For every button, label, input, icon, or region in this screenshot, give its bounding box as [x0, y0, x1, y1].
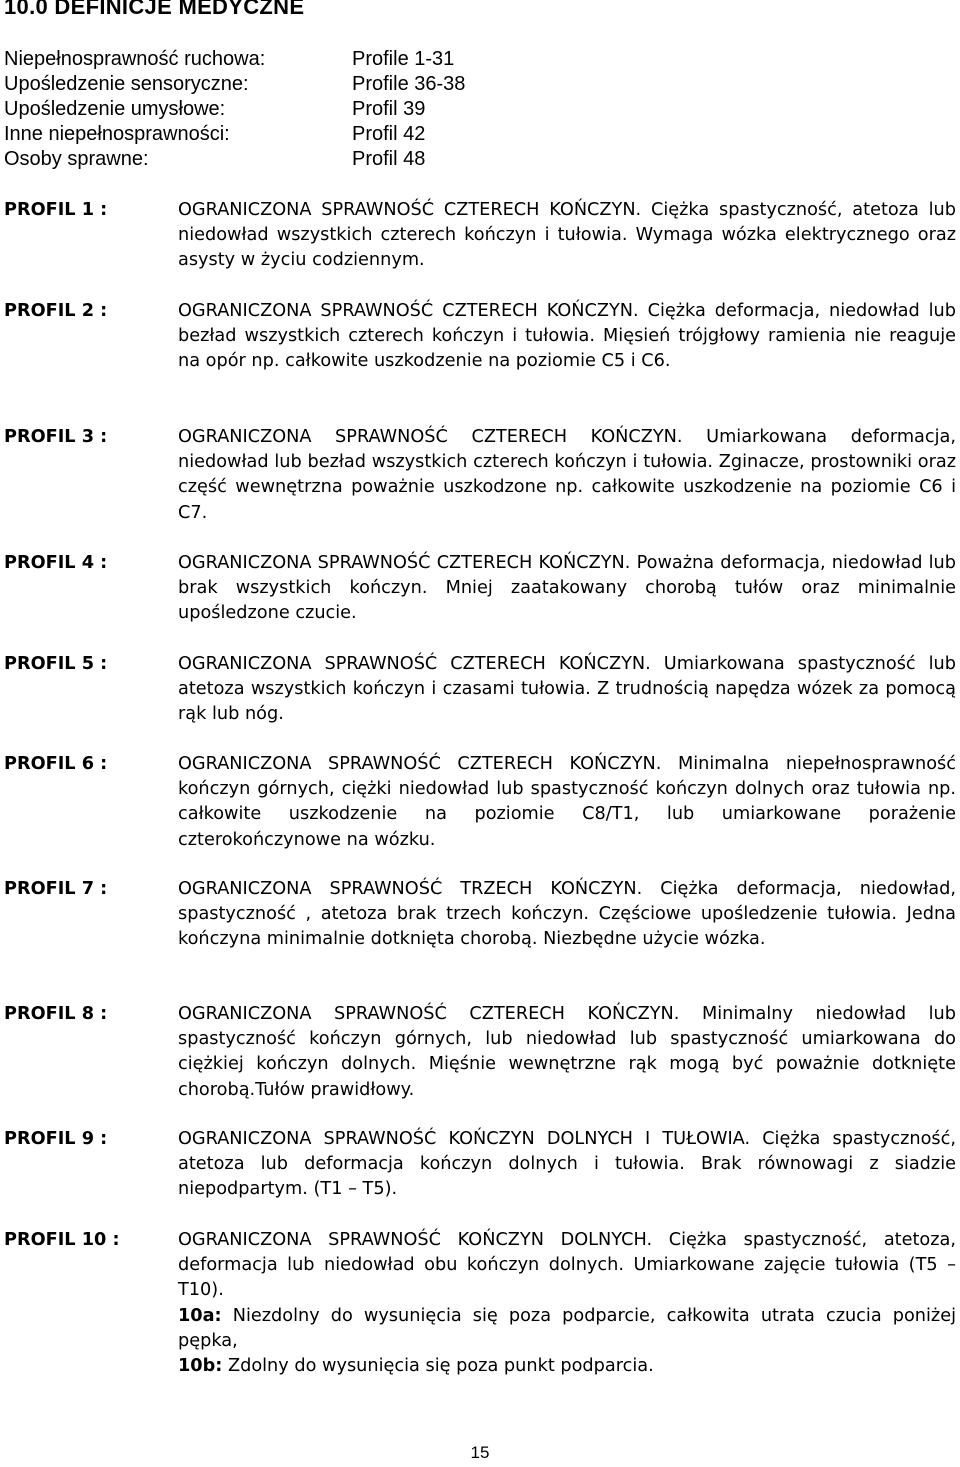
- page-number: 15: [470, 1443, 490, 1462]
- profile-description: OGRANICZONA SPRAWNOŚĆ CZTERECH KOŃCZYN. Ciężka deformacja, niedowład lub bezład wszystkich czterech kończyn i tułowia. Mięsień trójgłowy ramienia nie reaguje na opór np. całkowite uszkodzenie na poziomie C5 i C6.: [178, 301, 956, 372]
- summary-row: [4, 72, 524, 97]
- profile-label: PROFIL 7 :: [4, 879, 108, 899]
- summary-row: [4, 147, 524, 172]
- summary-value: Profile 36-38: [352, 73, 466, 95]
- profile-description: OGRANICZONA SPRAWNOŚĆ CZTERECH KOŃCZYN. Minimalna niepełnosprawność kończyn górnych, ciężki niedowład lub spastyczność kończyn dolnych oraz tułowia np. całkowite uszkodzenie na poziomie C8/T1, lub umiarkowane porażenie czterokończynowe na wózku.: [178, 754, 956, 850]
- subprofile-text: Niezdolny do wysunięcia się poza podparcie, całkowita utrata czucia poniżej pępka,: [178, 1305, 956, 1351]
- summary-value: Profil 39: [352, 98, 426, 120]
- profile-label: PROFIL 3 :: [4, 427, 108, 447]
- summary-label: Niepełnosprawność ruchowa:: [4, 48, 266, 70]
- profile-description: OGRANICZONA SPRAWNOŚĆ CZTERECH KOŃCZYN. Minimalny niedowład lub spastyczność kończyn górnych, lub niedowład lub spastyczność umiarkowana do ciężkiej kończyn dolnych. Mięśnie wewnętrzne rąk mogą być poważnie dotknięte chorobą.Tułów prawidłowy.: [178, 1004, 956, 1100]
- summary-label: Upośledzenie sensoryczne:: [4, 73, 249, 95]
- profile-description: [178, 1228, 956, 1379]
- profile-label: PROFIL 6 :: [4, 754, 108, 774]
- summary-value: Profile 1-31: [352, 48, 455, 70]
- subprofile-text: Zdolny do wysunięcia się poza punkt podparcia.: [222, 1356, 654, 1377]
- subprofile-10b: [178, 1354, 956, 1379]
- profile-entry: [4, 877, 956, 953]
- subprofile-tag: 10a:: [178, 1305, 222, 1326]
- subprofile-10a: [178, 1304, 956, 1354]
- summary-value: Profil 48: [352, 148, 426, 170]
- summary-row: [4, 47, 524, 72]
- profile-label: PROFIL 5 :: [4, 654, 108, 674]
- profile-label: PROFIL 8 :: [4, 1004, 108, 1024]
- profile-entry: [4, 198, 956, 274]
- profile-entry: [4, 1228, 956, 1379]
- profile-entry: [4, 299, 956, 375]
- profile-description: OGRANICZONA SPRAWNOŚĆ CZTERECH KOŃCZYN. Umiarkowana deformacja, niedowład lub bezład wszystkich czterech kończyn i tułowia. Zginacze, prostowniki oraz część wewnętrzna poważnie uszkodzone np. całkowite uszkodzenie na poziomie C6 i C7.: [178, 427, 956, 523]
- summary-row: [4, 122, 524, 147]
- profile-main-text: OGRANICZONA SPRAWNOŚĆ KOŃCZYN DOLNYCH. Ciężka spastyczność, atetoza, deformacja lub niedowład obu kończyn dolnych. Umiarkowane zajęcie tułowia (T5 – T10).: [178, 1230, 956, 1301]
- summary-label: Inne niepełnosprawności:: [4, 123, 230, 145]
- profile-entry: [4, 551, 956, 627]
- summary-value: Profil 42: [352, 123, 426, 145]
- summary-label: Upośledzenie umysłowe:: [4, 98, 226, 120]
- profile-entry: [4, 752, 956, 853]
- profile-entry: [4, 1127, 956, 1203]
- profile-description: OGRANICZONA SPRAWNOŚĆ CZTERECH KOŃCZYN. Poważna deformacja, niedowład lub brak wszystkich kończyn. Mniej zaatakowany chorobą tułów oraz minimalnie upośledzone czucie.: [178, 553, 956, 624]
- profile-label: PROFIL 1 :: [4, 200, 108, 220]
- profile-label: PROFIL 2 :: [4, 301, 108, 321]
- page-title: 10.0 DEFINICJE MEDYCZNE: [4, 0, 305, 19]
- summary-row: [4, 97, 524, 122]
- profile-entry: [4, 1002, 956, 1103]
- category-summary: [4, 47, 524, 172]
- profile-description: OGRANICZONA SPRAWNOŚĆ KOŃCZYN DOLNYCH I TUŁOWIA. Ciężka spastyczność, atetoza lub deformacja kończyn dolnych i tułowia. Brak równowagi z siadzie niepodpartym. (T1 – T5).: [178, 1129, 956, 1200]
- profile-description: OGRANICZONA SPRAWNOŚĆ CZTERECH KOŃCZYN. Ciężka spastyczność, atetoza lub niedowład wszystkich czterech kończyn i tułowia. Wymaga wózka elektrycznego oraz asysty w życiu codziennym.: [178, 200, 956, 271]
- profile-label: PROFIL 10 :: [4, 1230, 120, 1250]
- profile-description: OGRANICZONA SPRAWNOŚĆ CZTERECH KOŃCZYN. Umiarkowana spastyczność lub atetoza wszystkich kończyn i czasami tułowia. Z trudnością napędza wózek za pomocą rąk lub nóg.: [178, 654, 956, 725]
- summary-label: Osoby sprawne:: [4, 148, 149, 170]
- profile-entry: [4, 652, 956, 728]
- profile-label: PROFIL 4 :: [4, 553, 108, 573]
- subprofile-tag: 10b:: [178, 1356, 223, 1377]
- profile-description: OGRANICZONA SPRAWNOŚĆ TRZECH KOŃCZYN. Ciężka deformacja, niedowład, spastyczność , atetoza brak trzech kończyn. Częściowe upośledzenie tułowia. Jedna kończyna minimalnie dotknięta chorobą. Niezbędne użycie wózka.: [178, 879, 956, 950]
- profile-entry: [4, 425, 956, 526]
- profile-label: PROFIL 9 :: [4, 1129, 108, 1149]
